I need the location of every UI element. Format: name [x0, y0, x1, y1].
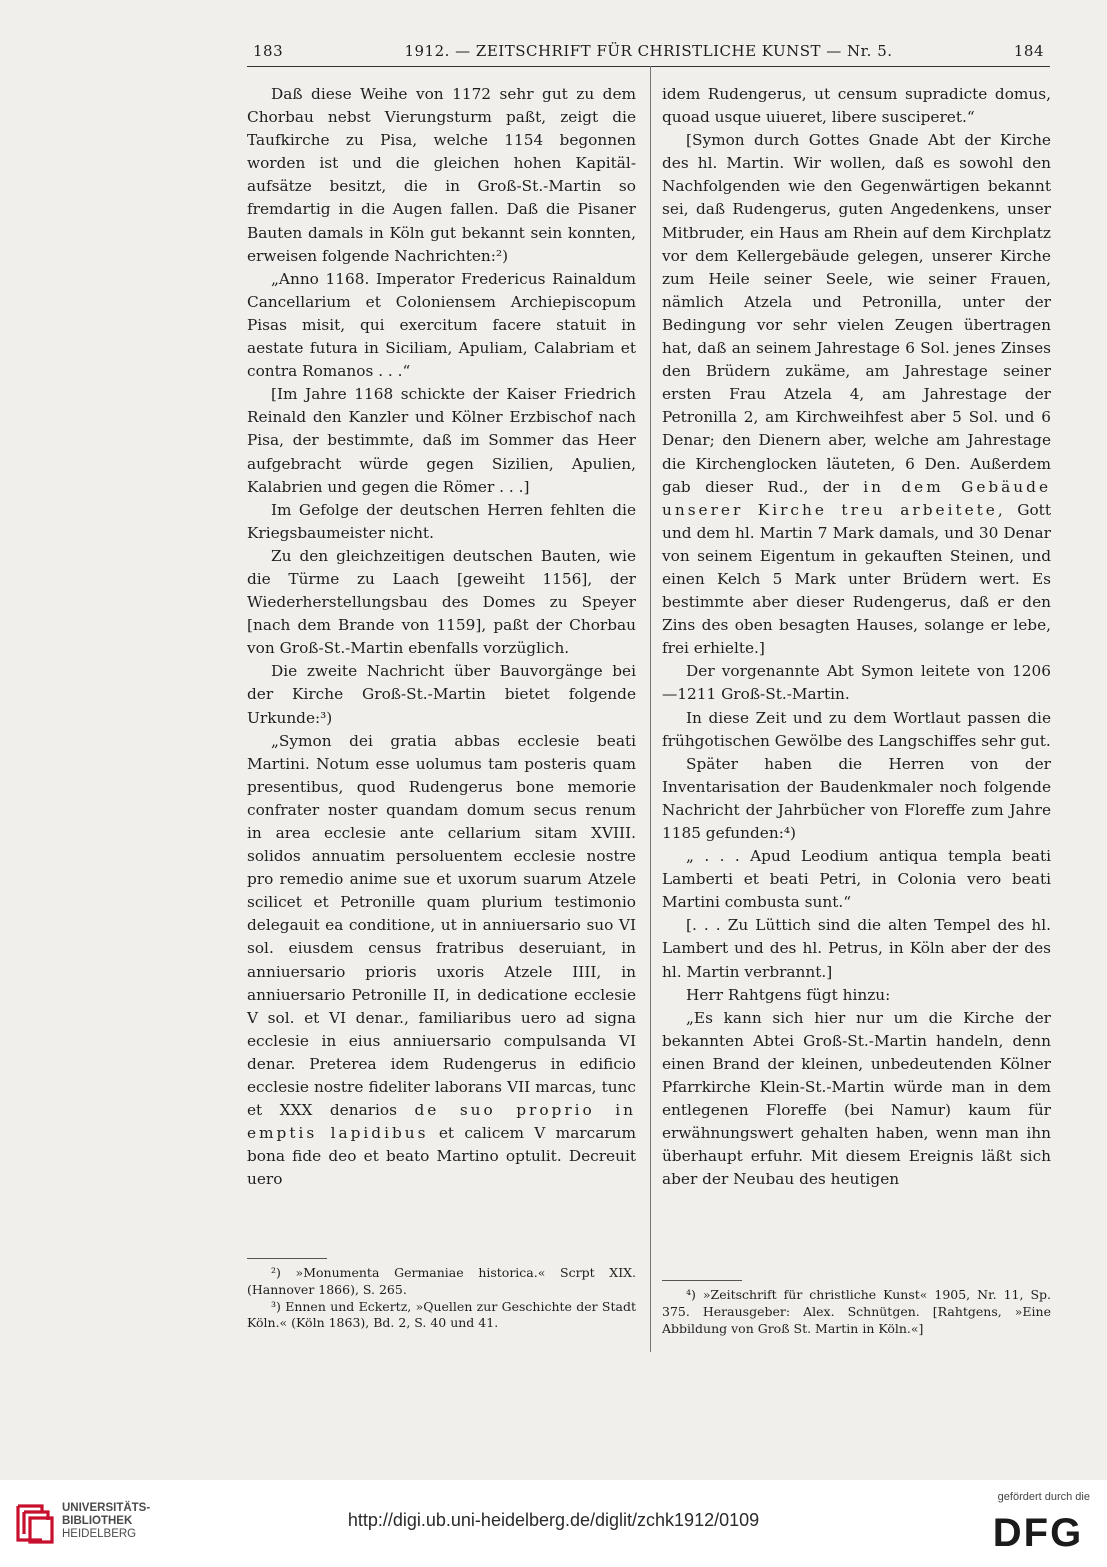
paragraph — [247, 730, 636, 1192]
funding-label: gefördert durch die — [997, 1491, 1090, 1503]
paragraph: Im Gefolge der deutschen Herren fehlten die Kriegsbaumeister nicht. — [247, 500, 636, 542]
viewer-footer — [0, 1480, 1107, 1567]
footnote: ²) »Monumenta Germaniae historica.« Scrpt XIX. (Hannover 1866), S. 265. — [247, 1265, 636, 1297]
column-divider — [650, 66, 651, 1352]
paragraph: „ . . . Apud Leodium antiqua templa beati Lamberti et beati Petri, in Colonia vero beati Martini combusta sunt.“ — [662, 847, 1051, 912]
paragraph — [662, 129, 1051, 660]
header-rule — [247, 66, 1050, 67]
paragraph: Zu den gleichzeitigen deutschen Bauten, wie die Türme zu Laach [geweiht 1156], der Wiederherstellungsbau des Domes zu Speyer [nach dem Brande von 1159], paßt der Chorbau von Groß-St.-Martin ebenfalls vorzüglich. — [247, 546, 636, 658]
paragraph: Später haben die Herren von der Inventarisation der Baudenkmaler noch folgende Nachricht der Jahrbücher von Floreffe zum Jahre 1185 gefunden:⁴) — [662, 754, 1051, 842]
library-line: UNIVERSITÄTS- — [62, 1502, 151, 1514]
paragraph: idem Rudengerus, ut censum supradicte domus, quoad usque uiueret, libere susciperet.“ — [662, 85, 1051, 127]
paragraph-text: [Symon durch Gottes Gnade Abt der Kirche des hl. Martin. Wir wollen, daß es sowohl den Nachfolgenden wie den Gegenwärtigen bekannt sei, daß Rudengerus, guten Angedenkens, unser Mitbruder, ein Haus am Rhein auf dem Kirchplatz vor dem Kellergebäude gelegen, unserer Kirche zum Heile seiner Seele, wie seiner Frauen, nämlich Atzela und Petronilla, unter der Bedingung vor sehr vielen Zeugen übertragen hat, daß an seinem Jahrestage 6 Sol. jenes Zinses den Brüdern zukäme, am Jahrestage seiner ersten Frau Atzela 4, am Jahrestage der Petronilla 2, am Kirchweihfest aber 5 Sol. und 6 Denar; den Dienern aber, welche am Jahrestage die Kirchenglocken läuteten, 6 Den. Außerdem gab dieser Rud., der — [662, 131, 1051, 496]
paragraph-text: Gott und dem hl. Martin 7 Mark damals, und 30 Denar von seinem Eigentum in gekauften Steinen, und einen Kelch 5 Mark unter Brüdern wert. Es bestimmte aber dieser Rudengerus, daß er den Zins des oben besagten Hauses, solange er lebe, frei erhielte.] — [662, 500, 1051, 658]
footnote: ³) Ennen und Eckertz, »Quellen zur Geschichte der Stadt Köln.« (Köln 1863), Bd. 2, S. 40 und 41. — [247, 1298, 636, 1331]
right-footnotes — [662, 1272, 1051, 1337]
paragraph: [. . . Zu Lüttich sind die alten Tempel des hl. Lambert und des hl. Petrus, in Köln aber der des hl. Martin verbrannt.] — [662, 916, 1051, 981]
paragraph-text: „Symon dei gratia abbas ecclesie beati Martini. Notum esse uolumus tam posteris quam presentibus, quod Rudengerus bone memorie confrater noster quandam domum secus renum in area ecclesie ante cellarium sitam XVIII. solidos annuatim persoluentem ecclesie nostre pro remedio anime sue et uxorum suarum Atzele scilicet et Petronille quam plurium testimonio delegauit ea conditione, ut in anniuersario suo VI sol. eiusdem census fratribus deseruiant, in anniuersario prioris uxoris Atzele IIII, in anniuersario Petronille II, in dedicatione ecclesie V sol. et VI denar., familiaribus uero ad signa ecclesie in eius anniuersario compulsanda VI denar. Preterea idem Rudengerus in edificio ecclesie nostre fideliter laborans VII marcas, tunc et XXX denarios — [247, 731, 636, 1120]
right-column — [662, 83, 1051, 1192]
page-number-right: 184 — [1013, 42, 1044, 60]
paragraph-text: et calicem V marcarum bona fide deo et beato Martino optulit. Decreuit uero — [247, 1124, 636, 1189]
spaced-text: in dem Gebäude unserer Kirche treu arbeitete, — [662, 477, 1051, 519]
running-header — [247, 42, 1050, 64]
paragraph: „Es kann sich hier nur um die Kirche der bekannten Abtei Groß-St.-Martin handeln, denn einen Brand der kleinen, unbedeutenden Kölner Pfarrkirche Klein-St.-Martin würde man in dem entlegenen Floreffe (bei Namur) kaum für erwähnungswert gehalten haben, wenn man ihn überhaupt erfuhr. Mit diesem Ereignis läßt sich aber der Neubau des heutigen — [662, 1008, 1051, 1189]
footnote-rule — [662, 1280, 742, 1281]
paragraph: Der vorgenannte Abt Symon leitete von 1206—1211 Groß-St.-Martin. — [662, 662, 1051, 704]
left-footnotes — [247, 1250, 636, 1332]
page-number-left: 183 — [253, 42, 284, 60]
permalink-url[interactable]: http://digi.ub.uni-heidelberg.de/diglit/zchk1912/0109 — [347, 1510, 760, 1530]
spaced-text: de suo proprio in emptis lapidibus — [247, 1101, 636, 1143]
dfg-logo-text: DFG — [992, 1511, 1084, 1552]
dfg-logo[interactable] — [985, 1510, 1091, 1552]
left-column — [247, 83, 636, 1192]
paragraph: Herr Rahtgens fügt hinzu: — [686, 985, 891, 1004]
library-line: BIBLIOTHEK — [62, 1515, 133, 1527]
footnote: ⁴) »Zeitschrift für christliche Kunst« 1905, Nr. 11, Sp. 375. Herausgeber: Alex. Schnütgen. [Rahtgens, »Eine Abbildung von Groß St. Martin in Köln.«] — [662, 1287, 1051, 1336]
paragraph: „Anno 1168. Imperator Fredericus Rainaldum Cancellarium et Coloniensem Archiepiscopum Pisas misit, qui exercitum facere statuit in aestate futura in Siciliam, Apuliam, Calabriam et contra Romanos . . .“ — [247, 269, 636, 381]
paragraph: [Im Jahre 1168 schickte der Kaiser Friedrich Reinald den Kanzler und Kölner Erzbischof nach Pisa, der bestimmte, daß im Sommer das Heer aufgebracht würde gegen Sizilien, Apulien, Kalabrien und gegen die Römer . . .] — [247, 385, 636, 496]
paragraph: In diese Zeit und zu dem Wortlaut passen die frühgotischen Gewölbe des Langschiffes sehr gut. — [662, 708, 1051, 750]
footnote-rule — [247, 1258, 327, 1259]
paragraph: Daß diese Weihe von 1172 sehr gut zu dem Chorbau nebst Vierungsturm paßt, zeigt die Taufkirche zu Pisa, welche 1154 begonnen worden ist und die gleichen hohen Kapitäl-aufsätze besitzt, die in Groß-St.-Martin so fremdartig in die Augen fallen. Daß die Pisaner Bauten damals in Köln gut bekannt sein konnten, erweisen folgende Nachrichten:²) — [247, 85, 636, 265]
journal-title: 1912. — ZEITSCHRIFT FÜR CHRISTLICHE KUNST — Nr. 5. — [404, 42, 893, 60]
library-line: HEIDELBERG — [62, 1528, 137, 1540]
paragraph: Die zweite Nachricht über Bauvorgänge bei der Kirche Groß-St.-Martin bietet folgende Urkunde:³) — [247, 662, 636, 727]
